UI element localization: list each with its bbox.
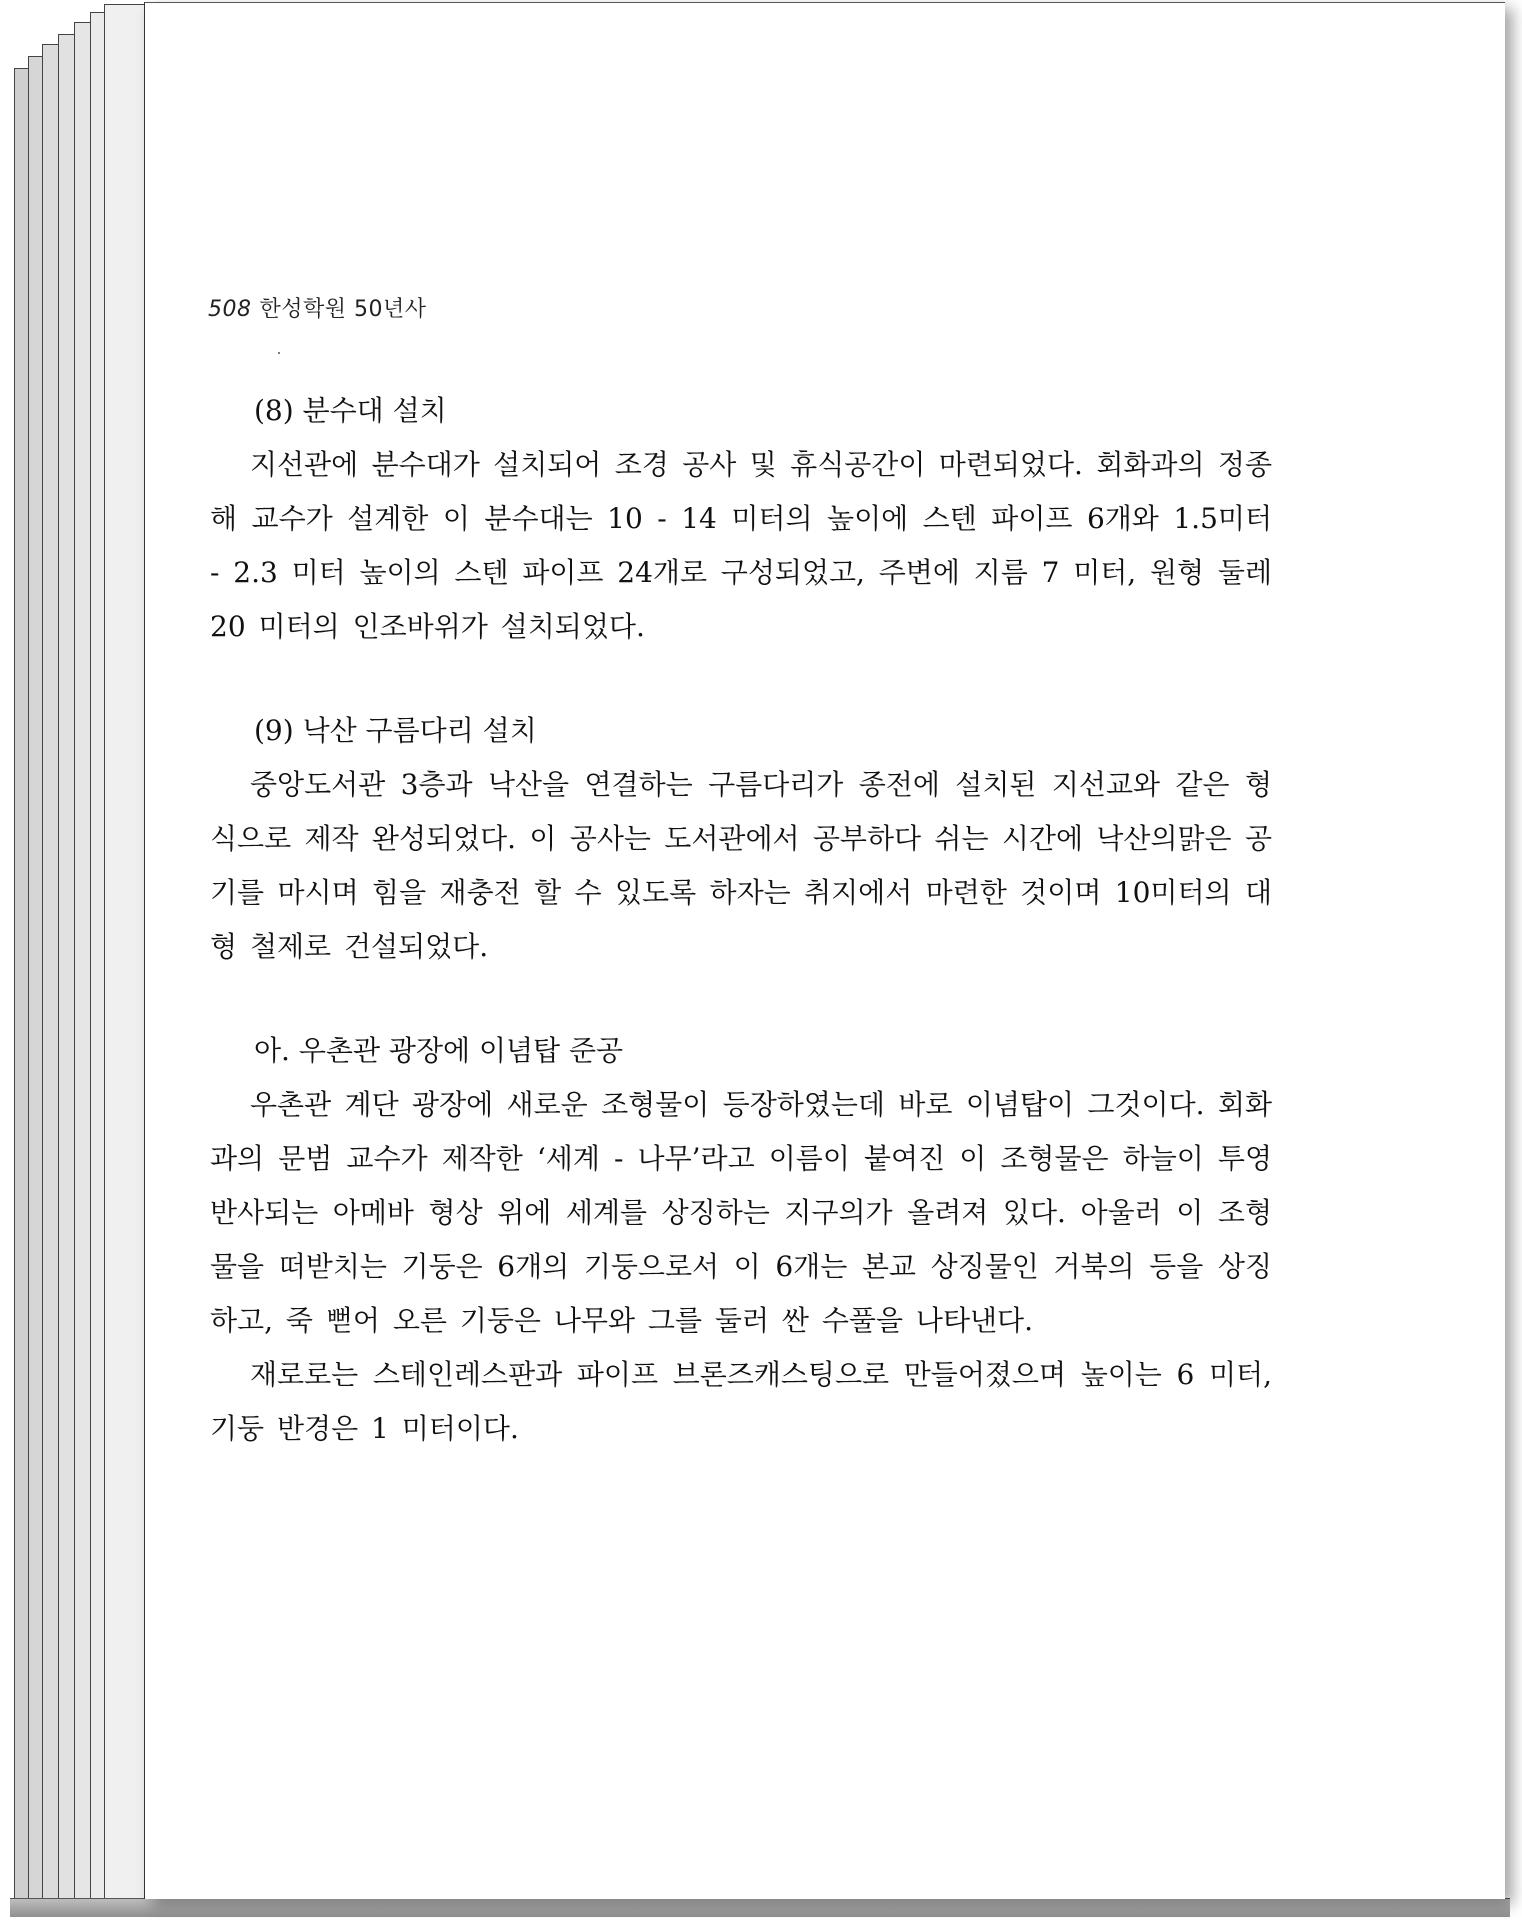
paragraph: 재로로는 스테인레스판과 파이프 브론즈캐스팅으로 만들어졌으며 높이는 6 미터, 기둥 반경은 1 미터이다. — [210, 1358, 1272, 1445]
paragraph: 우촌관 계단 광장에 새로운 조형물이 등장하였는데 바로 이념탑이 그것이다. 회화과의 문범 교수가 제작한 ‘세계 - 나무’라고 이름이 붙여진 이 조형물은 하늘이 투영 반사되는 아메바 형상 위에 세계를 상징하는 지구의가 올려져 있다. 아울러 이 조형물을 떠받치는 기둥은 6개의 기둥으로서 이 6개는 본교 상징물인 거북의 등을 상징하고, 죽 뻗어 오른 기둥은 나무와 그를 둘러 싼 수풀을 나타낸다. — [210, 1088, 1272, 1337]
section-monument — [210, 1024, 1272, 1456]
page-number: 508 — [208, 297, 252, 322]
scan-speck — [278, 352, 280, 354]
paragraph: 중앙도서관 3층과 낙산을 연결하는 구름다리가 종전에 설치된 지선교와 같은 형식으로 제작 완성되었다. 이 공사는 도서관에서 공부하다 쉬는 시간에 낙산의맑은 공기를 마시며 힘을 재충전 할 수 있도록 하자는 취지에서 마련한 것이며 10미터의 대형 철제로 건설되었다. — [210, 768, 1272, 963]
section-bridge — [210, 704, 1272, 974]
book-title: 한성학원 50년사 — [259, 297, 427, 322]
page-body — [210, 384, 1272, 1456]
section-fountain — [210, 384, 1272, 654]
running-head — [208, 292, 427, 323]
section-heading: (9) 낙산 구름다리 설치 — [254, 714, 537, 747]
book-bottom-edge — [10, 1898, 1510, 1917]
paragraph: 지선관에 분수대가 설치되어 조경 공사 및 휴식공간이 마련되었다. 회화과의 정종해 교수가 설계한 이 분수대는 10 - 14 미터의 높이에 스텐 파이프 6개와 1.5미터 - 2.3 미터 높이의 스텐 파이프 24개로 구성되었고, 주변에 지름 7 미터, 원형 둘레 20 미터의 인조바위가 설치되었다. — [210, 448, 1272, 643]
section-heading: (8) 분수대 설치 — [254, 394, 447, 427]
section-heading: 아. 우촌관 광장에 이념탑 준공 — [254, 1034, 624, 1067]
